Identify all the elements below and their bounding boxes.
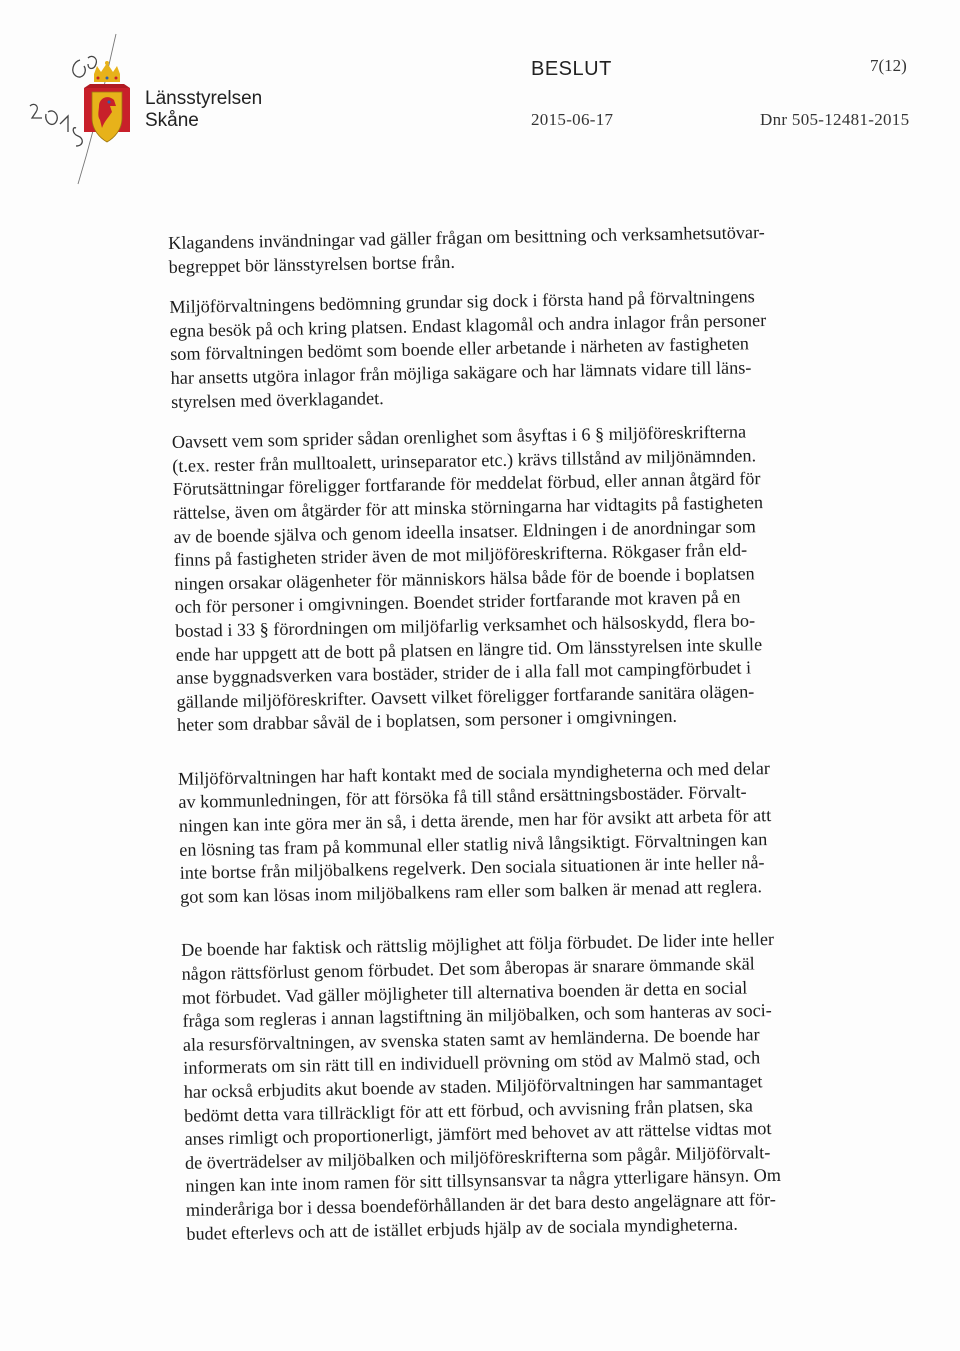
text-line: minderåriga bor i dessa boendeförhållanden är det bara desto angelägnare att för- <box>185 1188 776 1220</box>
document-body <box>168 220 847 1263</box>
text-line: gällande miljöföreskrifter. Oavsett vilket föreligger fortfarande sanitära olägen- <box>176 681 755 712</box>
text-line: ningen orsakar olägenheter för människors hälsa både för de boende i boplatsen <box>174 563 755 594</box>
organisation-name-line2: Skåne <box>145 110 199 131</box>
text-line: Miljöförvaltningen har haft kontakt med de sociala myndigheterna och med delar <box>177 757 771 789</box>
text-line: egna besök på och kring platsen. Endast klagomål och andra inlagor från personer <box>169 309 767 341</box>
text-line: bedömt detta vara tillräckligt för att ett förbud, och avvisning från platsen, ska <box>184 1095 753 1126</box>
county-crest-logo <box>82 60 132 150</box>
text-line: av de boende själva och genom ideella insatser. Eldningen i de anordningar som <box>173 515 757 547</box>
text-line: (t.ex. rester från mulltoalett, urinseparator etc.) krävs tillstånd av miljönämnden. <box>172 445 757 476</box>
text-line: ningen kan inte göra mer än så, i detta ärende, men har för avsikt att arbeta för att <box>178 805 772 836</box>
organisation-name-line1: Länsstyrelsen <box>145 88 263 109</box>
paragraph <box>181 927 847 1246</box>
text-line: Klagandens invändningar vad gäller frågan om besittning och verksamhetsutövar- <box>168 222 765 253</box>
text-line: rättelse, även om åtgärder för att minska störningarna har vidtagits på fastigheten <box>172 492 764 523</box>
text-line: inte bortse från miljöbalkens regelverk. Den sociala situationen är inte heller nå- <box>179 852 765 884</box>
text-line: finns på fastigheten strider även de mot miljöföreskrifterna. Rökgaser från eld- <box>173 539 748 571</box>
document-type: BESLUT <box>531 58 612 80</box>
text-line: bostad i 33 § förordningen om miljöfarlig verksamhet och hälsoskydd, flera bo- <box>175 610 756 641</box>
text-line: budet efterlevs och att de istället erbjuds hjälp av de sociala myndigheterna. <box>186 1213 738 1244</box>
text-line: en lösning tas fram på kommunal eller statlig nivå långsiktigt. Förvaltningen kan <box>179 828 768 860</box>
text-line: Oavsett vem som sprider sådan orenlighet som åsyftas i 6 § miljöföreskrifterna <box>171 421 747 453</box>
text-line: mot förbudet. Vad gäller möjligheter till alternativa boenden är detta en social <box>181 977 748 1008</box>
document-date: 2015-06-17 <box>531 110 614 129</box>
text-line: som förvaltningen bedömt som boende eller arbetande i närheten av fastigheten <box>170 333 750 365</box>
text-line: anse byggnadsverken vara bostäder, strider de i alla fall mot campingförbudet i <box>175 657 752 689</box>
paragraph <box>178 756 840 910</box>
paragraph <box>169 284 831 414</box>
paragraph <box>168 220 829 279</box>
text-line: Förutsättningar föreligger fortfarande för meddelat förbud, eller annan åtgärd för <box>172 468 761 500</box>
text-line: ningen kan inte inom ramen för sitt tillsynsansvar ta några ytterligare hänsyn. Om <box>185 1165 782 1197</box>
text-line: Miljöförvaltningens bedömning grundar sig dock i första hand på förvaltningens <box>169 286 755 318</box>
text-line: styrelsen med överklagandet. <box>170 387 384 412</box>
text-line: de överträdelser av miljöbalken och miljöföreskrifterna som pågår. Miljöförvalt- <box>184 1141 771 1173</box>
text-line: och för personer i omgivningen. Boendet strider fortfarande mot kraven på en <box>174 586 741 618</box>
page-number: 7(12) <box>870 56 907 75</box>
text-line: har ansetts utgöra inlagor från möjliga sakägare och har lämnats vidare till läns- <box>170 357 752 388</box>
registration-number: Dnr 505-12481-2015 <box>760 110 910 129</box>
text-line: ende har uppgett att de bott på platsen en längre tid. Om länsstyrelsen inte skulle <box>175 633 763 665</box>
text-line: har också erbjudits akut boende av staden. Miljöförvaltningen har sammantaget <box>183 1071 763 1102</box>
text-line: fråga som regleras i annan lagstiftning än miljöbalken, och som hanteras av soci- <box>182 1000 772 1032</box>
paragraph <box>172 419 838 738</box>
text-line: De boende har faktisk och rättslig möjlighet att följa förbudet. De lider inte heller <box>180 929 775 961</box>
text-line: ala resursförvaltningen, av svenska staten samt av hemländerna. De boende har <box>182 1024 760 1055</box>
text-line: anses rimligt och proportionerligt, jämfört med behovet av att rättelse vidtas mot <box>184 1118 772 1150</box>
text-line: begreppet bör länsstyrelsen bortse från. <box>168 251 456 277</box>
text-line: heter som drabbar såväl de i boplatsen, som personer i omgivningen. <box>176 706 678 736</box>
text-line: någon rättsförlust genom förbudet. Det som åberopas är snarare ömmande skäl <box>181 953 755 984</box>
organisation-name <box>145 88 262 132</box>
text-line: got som kan lösas inom miljöbalkens ram eller som balken är menad att reglera. <box>179 876 763 907</box>
text-line: av kommunledningen, för att försöka få till stånd ersättningsbostäder. Förvalt- <box>178 781 747 813</box>
text-line: informerats om sin rätt till en individuell prövning om stöd av Malmö stad, och <box>183 1047 761 1079</box>
